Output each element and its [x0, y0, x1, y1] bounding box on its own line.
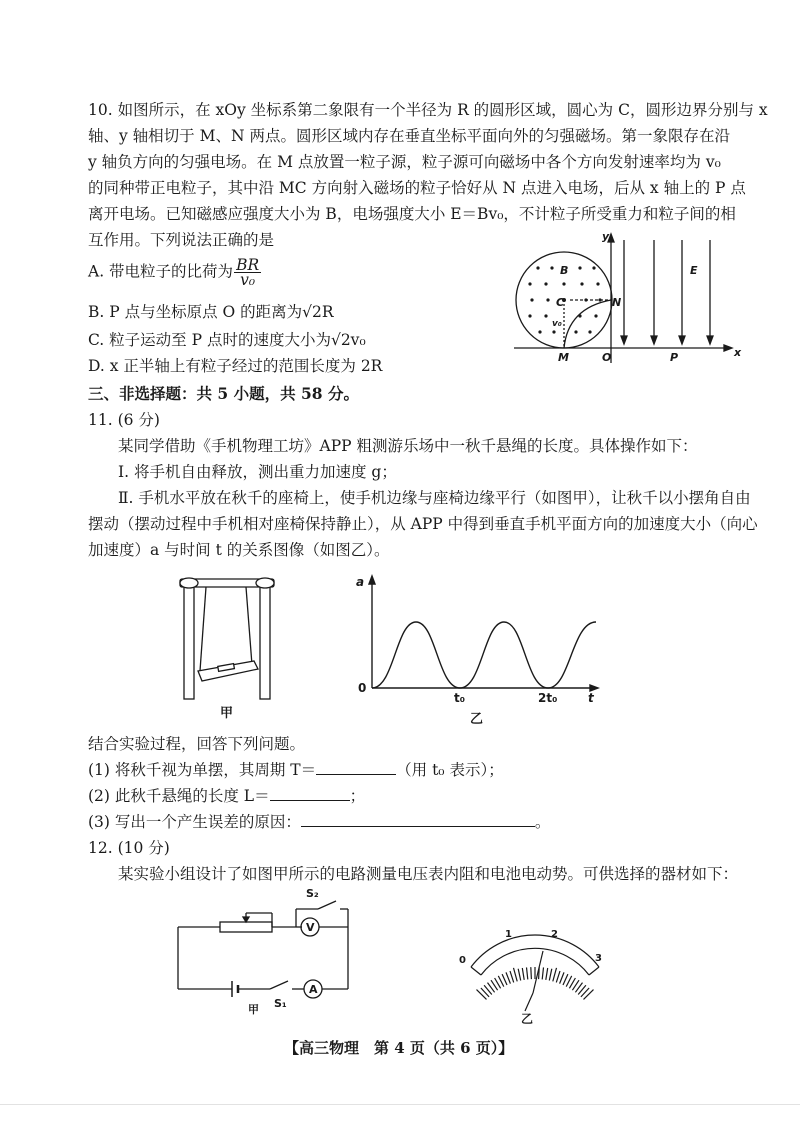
- q11-sub-3-blank[interactable]: [301, 810, 535, 827]
- meter-scale-tick: [514, 968, 518, 982]
- q11-sub-1-blank[interactable]: [316, 758, 396, 775]
- q12-heading: 12. (10 分): [88, 839, 170, 857]
- q10-option-a-text: A. 带电粒子的比荷为: [88, 262, 234, 281]
- q11-sub-3: [88, 810, 550, 834]
- q11-sub-2-suffix: ；: [349, 787, 366, 805]
- q11-sub-1-suffix: （用 t₀ 表示）；: [396, 761, 504, 779]
- graph-t-axis-label: t: [588, 691, 594, 705]
- q10-line-5: 离开电场。已知磁感应强度大小为 B，电场强度大小 E＝Bv₀，不计粒子所受重力和粒子间的相: [88, 205, 736, 223]
- q10-option-a-fraction: [234, 258, 261, 287]
- q11-heading: 11. (6 分): [88, 411, 160, 429]
- q10-option-b: B. P 点与坐标原点 O 的距离为√2R: [88, 303, 334, 321]
- q10-fig-v0-label: v₀: [552, 319, 562, 329]
- meter-scale-tick: [546, 968, 548, 980]
- meter-scale-tick: [553, 968, 557, 982]
- circuit-diagram: [170, 885, 360, 1015]
- meter-scale-tick: [477, 990, 487, 1000]
- meter-scale-tick: [556, 971, 560, 982]
- q11-line-5: 加速度）a 与时间 t 的关系图像（如图乙）。: [88, 541, 390, 559]
- q11-sub-2-blank[interactable]: [270, 784, 350, 801]
- q11-sub-2: [88, 784, 365, 808]
- meter-scale-tick: [542, 967, 543, 979]
- q10-option-c: C. 粒子运动至 P 点时的速度大小为√2v₀: [88, 331, 366, 349]
- swing-figure-label: 甲: [220, 706, 234, 721]
- q10-fig-c-label: C: [556, 296, 565, 309]
- circuit-figure-label: 甲: [248, 1003, 259, 1016]
- q11-sub-3-suffix: 。: [534, 813, 551, 831]
- q11-sub-1: [88, 758, 504, 782]
- graph-a-axis-label: a: [356, 575, 365, 589]
- q10-line-4: 的同种带正电粒子，其中沿 MC 方向射入磁场的粒子恰好从 N 点进入电场，后从 x 轴上的 P 点: [88, 179, 746, 197]
- q10-line-6: 互作用。下列说法正确的是: [88, 231, 275, 249]
- meter-scale-tick: [502, 974, 507, 985]
- swing-figure: [172, 565, 282, 705]
- meter-scale-tick: [518, 969, 521, 981]
- q11-line-3: Ⅱ. 手机水平放在秋千的座椅上，使手机边缘与座椅边缘平行（如图甲），让秋千以小摆角自由: [118, 489, 751, 507]
- meter-figure-label: 乙: [521, 1012, 534, 1026]
- q10-fig-n-label: N: [612, 296, 622, 309]
- q10-fig-x-label: x: [734, 346, 742, 359]
- q10-line-2: 轴、y 轴相切于 M、N 两点。圆形区域内存在垂直坐标平面向外的匀强磁场。第一象限存在沿: [88, 127, 730, 145]
- meter-scale-tick: [527, 967, 528, 979]
- graph-2t0-label: 2t₀: [538, 691, 558, 705]
- meter-scale-tick: [522, 968, 524, 980]
- q10-fig-y-label: y: [602, 230, 610, 243]
- meter-scale-tick: [510, 971, 514, 982]
- q11-line-2: Ⅰ. 将手机自由释放，测出重力加速度 g；: [118, 463, 397, 481]
- circuit-ammeter-label: A: [309, 983, 318, 996]
- meter-tick-0: 0: [459, 955, 466, 966]
- q10-field-figure: [508, 228, 740, 368]
- section-3-heading: 三、非选择题：共 5 小题，共 58 分。: [88, 384, 359, 403]
- meter-dial: [455, 915, 605, 1025]
- q10-option-a-numerator: BR: [236, 256, 260, 274]
- q11-sub-2-text: (2) 此秋千悬绳的长度 L＝: [88, 787, 270, 805]
- meter-scale-tick: [531, 967, 532, 979]
- meter-tick-2: 2: [551, 929, 558, 940]
- meter-tick-1: 1: [505, 929, 512, 940]
- q10-line-1: 10. 如图所示，在 xOy 坐标系第二象限有一个半径为 R 的圆形区域，圆心为 C，圆形边界分别与 x: [88, 101, 768, 119]
- q10-line-3: y 轴负方向的匀强电场。在 M 点放置一粒子源，粒子源可向磁场中各个方向发射速率均为 v₀: [88, 153, 721, 171]
- acceleration-curve: [372, 622, 596, 688]
- page-footer: 【高三物理 第 4 页（共 6 页）】: [284, 1039, 514, 1057]
- q10-fig-m-label: M: [558, 351, 569, 364]
- graph-t0-label: t₀: [454, 691, 465, 705]
- meter-scale-tick: [584, 990, 594, 1000]
- circuit-s1-label: S₁: [274, 997, 287, 1010]
- acceleration-time-graph: [350, 570, 600, 705]
- q10-option-a: [88, 258, 261, 287]
- q10-option-d: D. x 正半轴上有粒子经过的范围长度为 2R: [88, 357, 383, 375]
- q10-fig-p-label: P: [670, 351, 679, 364]
- q12-line-1: 某实验小组设计了如图甲所示的电路测量电压表内阻和电池电动势。可供选择的器材如下：: [118, 865, 739, 883]
- meter-scale-tick: [549, 969, 552, 981]
- q10-fig-o-label: O: [602, 351, 612, 364]
- q11-sub-1-text: (1) 将秋千视为单摆，其周期 T＝: [88, 761, 317, 779]
- q11-line-1: 某同学借助《手机物理工坊》APP 粗测游乐场中一秋千悬绳的长度。具体操作如下：: [118, 437, 698, 455]
- meter-scale-tick: [560, 972, 564, 983]
- circuit-voltmeter-label: V: [306, 921, 315, 934]
- q10-option-a-denominator: v₀: [240, 271, 256, 289]
- graph-figure-label: 乙: [470, 712, 484, 727]
- q11-prompt: 结合实验过程，回答下列问题。: [88, 735, 306, 753]
- meter-scale-tick: [506, 972, 510, 983]
- q10-fig-b-label: B: [560, 264, 569, 277]
- q11-line-4: 摆动（摆动过程中手机相对座椅保持静止），从 APP 中得到垂直手机平面方向的加速度大小（向心: [88, 515, 758, 533]
- meter-scale-tick: [563, 974, 568, 985]
- q11-sub-3-text: (3) 写出一个产生误差的原因：: [88, 813, 301, 831]
- meter-tick-3: 3: [595, 953, 602, 964]
- page-bottom-rule: [0, 1104, 800, 1105]
- circuit-s2-label: S₂: [306, 887, 319, 900]
- graph-origin-label: 0: [358, 681, 367, 695]
- q10-fig-e-label: E: [690, 264, 698, 277]
